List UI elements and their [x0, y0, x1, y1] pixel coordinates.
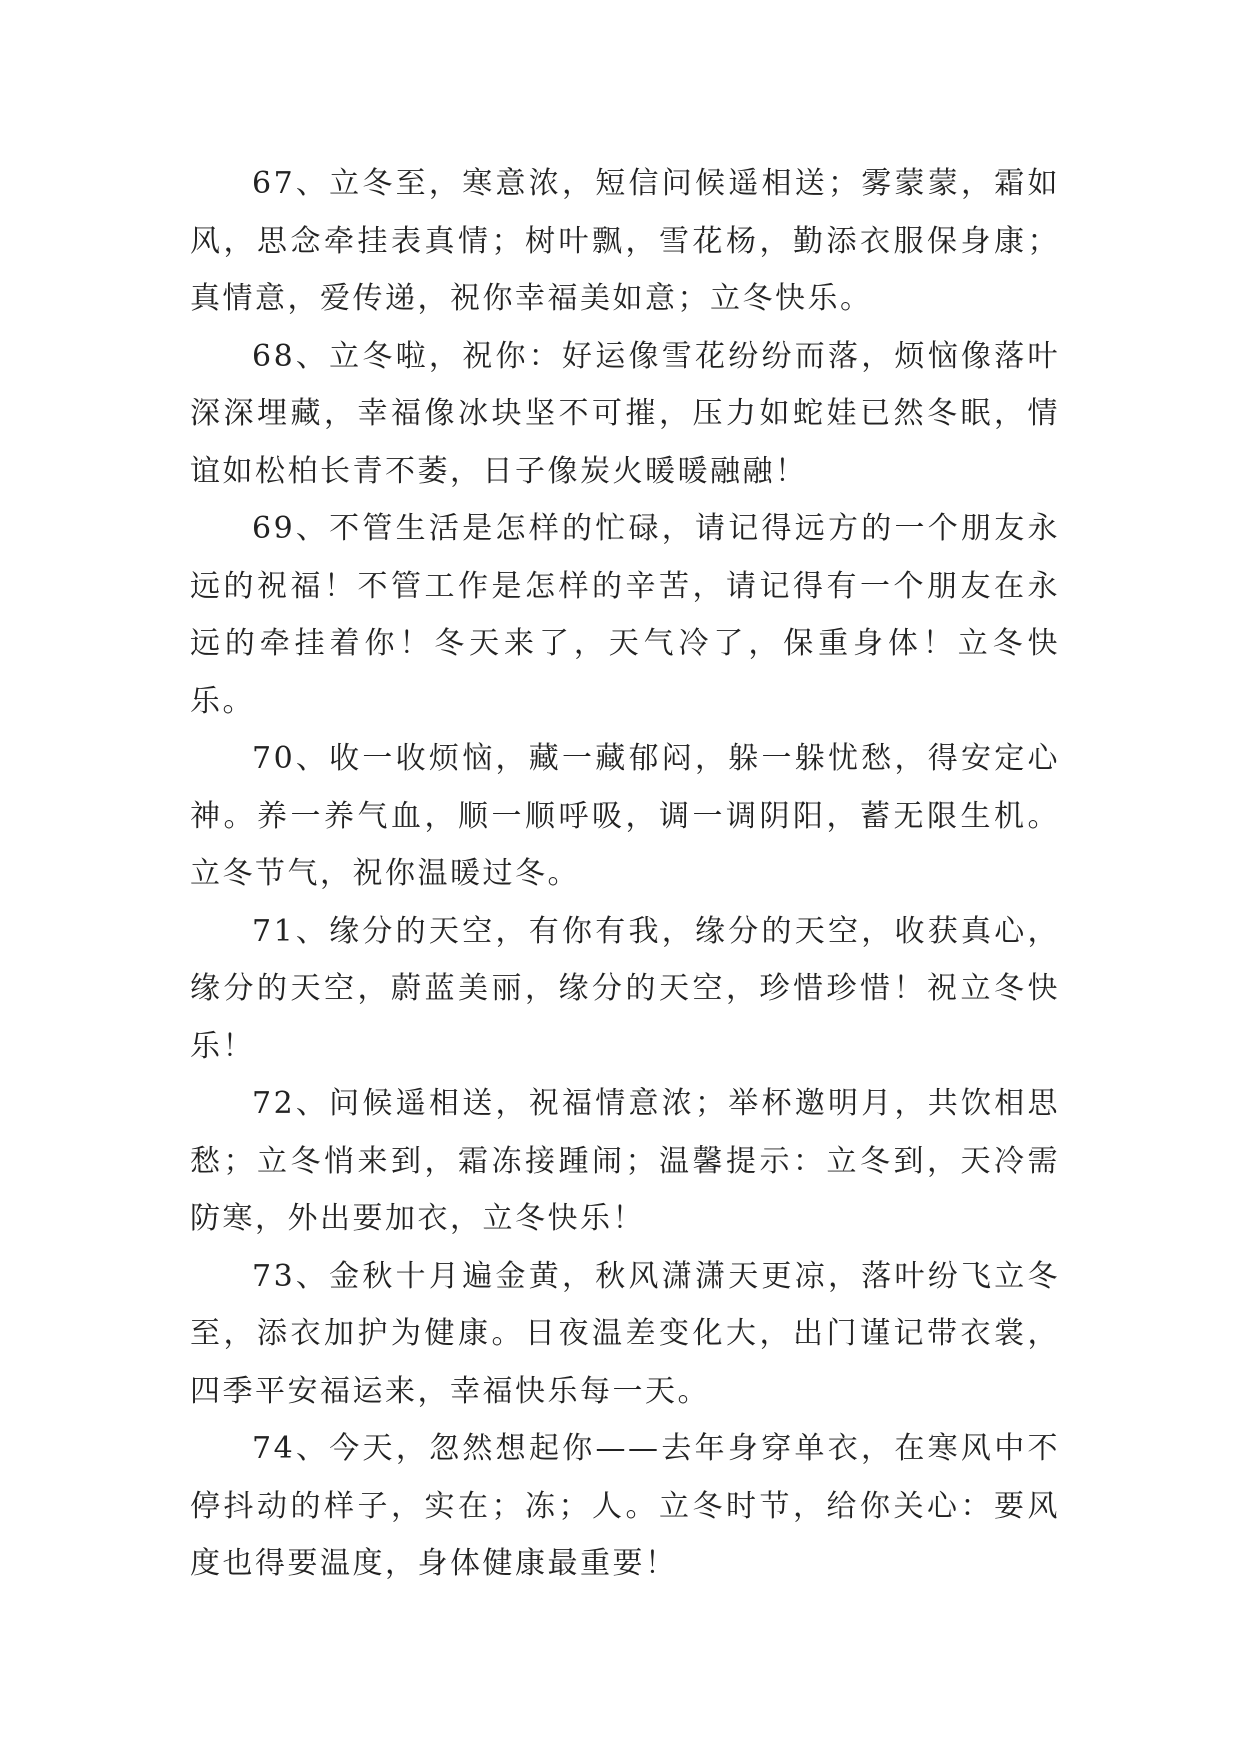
- paragraph-74: 74、今天，忽然想起你——去年身穿单衣，在寒风中不停抖动的样子，实在；冻；人。立冬时节，给你关心：要风度也得要温度，身体健康最重要！: [190, 1431, 1060, 1581]
- paragraph-69: 69、不管生活是怎样的忙碌，请记得远方的一个朋友永远的祝福！不管工作是怎样的辛苦，请记得有一个朋友在永远的牵挂着你！冬天来了，天气冷了，保重身体！立冬快乐。: [190, 511, 1060, 719]
- paragraph-72: 72、问候遥相送，祝福情意浓；举杯邀明月，共饮相思愁；立冬悄来到，霜冻接踵闹；温馨提示：立冬到，天冷需防寒，外出要加衣，立冬快乐！: [190, 1086, 1060, 1236]
- paragraph-67: 67、立冬至，寒意浓，短信问候遥相送；雾蒙蒙，霜如风，思念牵挂表真情；树叶飘，雪花杨，勤添衣服保身康；真情意，爱传递，祝你幸福美如意；立冬快乐。: [190, 166, 1060, 316]
- paragraph-73: 73、金秋十月遍金黄，秋风潇潇天更凉，落叶纷飞立冬至，添衣加护为健康。日夜温差变化大，出门谨记带衣裳，四季平安福运来，幸福快乐每一天。: [190, 1258, 1060, 1409]
- document-body: [190, 155, 1060, 1593]
- paragraph-71: 71、缘分的天空，有你有我，缘分的天空，收获真心，缘分的天空，蔚蓝美丽，缘分的天空，珍惜珍惜！祝立冬快乐！: [190, 913, 1060, 1064]
- paragraph-68: 68、立冬啦，祝你：好运像雪花纷纷而落，烦恼像落叶深深埋藏，幸福像冰块坚不可摧，压力如蛇娃已然冬眠，情谊如松柏长青不萎，日子像炭火暖暖融融！: [190, 338, 1060, 489]
- paragraph-70: 70、收一收烦恼，藏一藏郁闷，躲一躲忧愁，得安定心神。养一养气血，顺一顺呼吸，调一调阴阳，蓄无限生机。立冬节气，祝你温暖过冬。: [190, 741, 1060, 891]
